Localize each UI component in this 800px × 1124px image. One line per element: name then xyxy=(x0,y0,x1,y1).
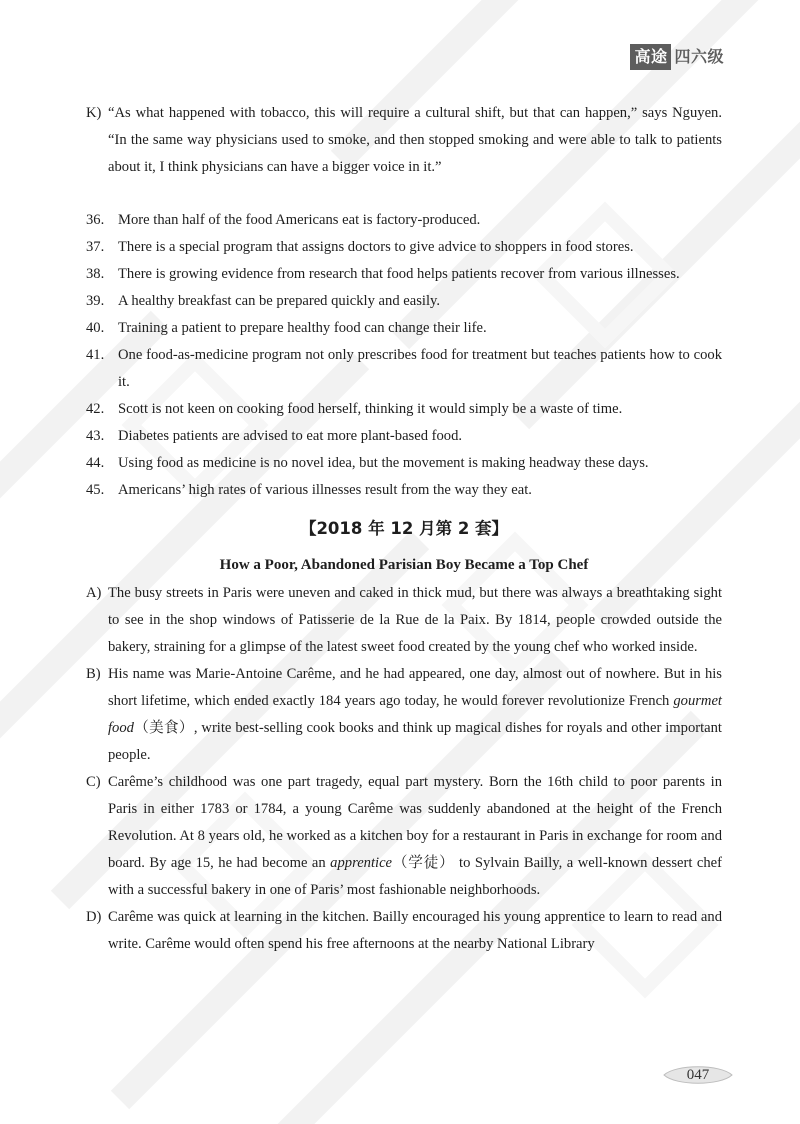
paragraph-text: Carême was quick at learning in the kitchen. Bailly encouraged his young apprentice to learn to read and write. Carême would often spend his free afternoons at the nearby National Library xyxy=(108,909,722,952)
header-logo xyxy=(630,44,724,70)
question-text: Using food as medicine is no novel idea, but the movement is making headway these days. xyxy=(118,455,649,471)
page-number: 047 xyxy=(686,1067,710,1083)
question-item xyxy=(86,396,722,423)
question-item xyxy=(86,342,722,396)
paragraph-text-after: , write best-selling cook books and think up magical dishes for royals and other important people. xyxy=(108,720,722,763)
question-item xyxy=(86,207,722,234)
question-number: 42. xyxy=(86,401,105,417)
question-number: 44. xyxy=(86,455,105,471)
italic-term: apprentice xyxy=(330,855,393,871)
question-item xyxy=(86,423,722,450)
paragraph-marker: D) xyxy=(86,909,102,925)
passage-paragraph-k xyxy=(86,100,722,181)
question-item xyxy=(86,450,722,477)
paragraph-text-after: to Sylvain Bailly, a well-known dessert chef with a successful bakery in one of Paris’ most fashionable neighborhoods. xyxy=(108,855,722,898)
article-paragraph-a xyxy=(86,580,722,661)
question-item xyxy=(86,315,722,342)
question-number: 36. xyxy=(86,212,105,228)
question-number: 37. xyxy=(86,239,105,255)
question-number: 39. xyxy=(86,293,105,309)
question-item xyxy=(86,261,722,288)
page-number-badge xyxy=(662,1062,734,1088)
question-text: A healthy breakfast can be prepared quickly and easily. xyxy=(118,293,441,309)
question-text: There is a special program that assigns doctors to give advice to shoppers in food stores. xyxy=(118,239,634,255)
article-paragraph-b xyxy=(86,661,722,769)
question-item xyxy=(86,477,722,504)
question-item xyxy=(86,288,722,315)
question-number: 43. xyxy=(86,428,105,444)
brand-logo-text: 四六级 xyxy=(674,47,724,66)
paragraph-marker: B) xyxy=(86,666,101,682)
question-number: 41. xyxy=(86,347,105,363)
paragraph-text-before: Carême’s childhood was one part tragedy, equal part mystery. Born the 16th child to poor parents in Paris in either 1783 or 1784, a young Carême was suddenly abandoned at the height of the French Revolution. At 8 years old, he worked as a kitchen boy for a restaurant in Paris in exchange for room and board. By age 15, he had become an xyxy=(108,774,722,871)
article-title: How a Poor, Abandoned Parisian Boy Became a Top Chef xyxy=(219,557,589,573)
question-text: Scott is not keen on cooking food herself, thinking it would simply be a waste of time. xyxy=(118,401,623,417)
page-content xyxy=(86,100,722,958)
section-heading: 【2018 年 12 月第 2 套】 xyxy=(299,519,509,538)
paragraph-marker: A) xyxy=(86,585,102,601)
paragraph-marker: K) xyxy=(86,105,102,121)
question-text: Training a patient to prepare healthy food can change their life. xyxy=(118,320,487,336)
article-paragraph-c xyxy=(86,769,722,904)
question-text: One food-as-medicine program not only prescribes food for treatment but teaches patients how to cook it. xyxy=(118,347,722,390)
paragraph-text: The busy streets in Paris were uneven and caked in thick mud, but there was always a breathtaking sight to see in the shop windows of Patisserie de la Rue de la Paix. By 1814, people crowded outside the bakery, straining for a glimpse of the latest sweet food created by the young chef who worked inside. xyxy=(108,585,722,655)
question-text: There is growing evidence from research that food helps patients recover from various illnesses. xyxy=(118,266,680,282)
question-text: Diabetes patients are advised to eat more plant-based food. xyxy=(118,428,463,444)
question-item xyxy=(86,234,722,261)
term-gloss: （学徒） xyxy=(392,855,455,871)
question-number: 45. xyxy=(86,482,105,498)
paragraph-text-before: His name was Marie-Antoine Carême, and he had appeared, one day, almost out of nowhere. But in his short lifetime, which ended exactly 184 years ago today, he would forever revolutionize French xyxy=(108,666,722,709)
term-gloss: （美食） xyxy=(133,720,194,736)
italic-term: gourmet food xyxy=(108,693,722,736)
paragraph-marker: C) xyxy=(86,774,101,790)
question-text: More than half of the food Americans eat is factory-produced. xyxy=(118,212,481,228)
question-number: 40. xyxy=(86,320,105,336)
brand-logo-box: 高途 xyxy=(630,44,671,70)
paragraph-text: “As what happened with tobacco, this will require a cultural shift, but that can happen,” says Nguyen. “In the same way physicians used to smoke, and then stopped smoking and were able to talk to patients about it, I think physicians can have a bigger voice in it.” xyxy=(108,105,722,175)
question-text: Americans’ high rates of various illnesses result from the way they eat. xyxy=(118,482,532,498)
article-paragraph-d xyxy=(86,904,722,958)
question-number: 38. xyxy=(86,266,105,282)
question-list xyxy=(86,207,722,504)
